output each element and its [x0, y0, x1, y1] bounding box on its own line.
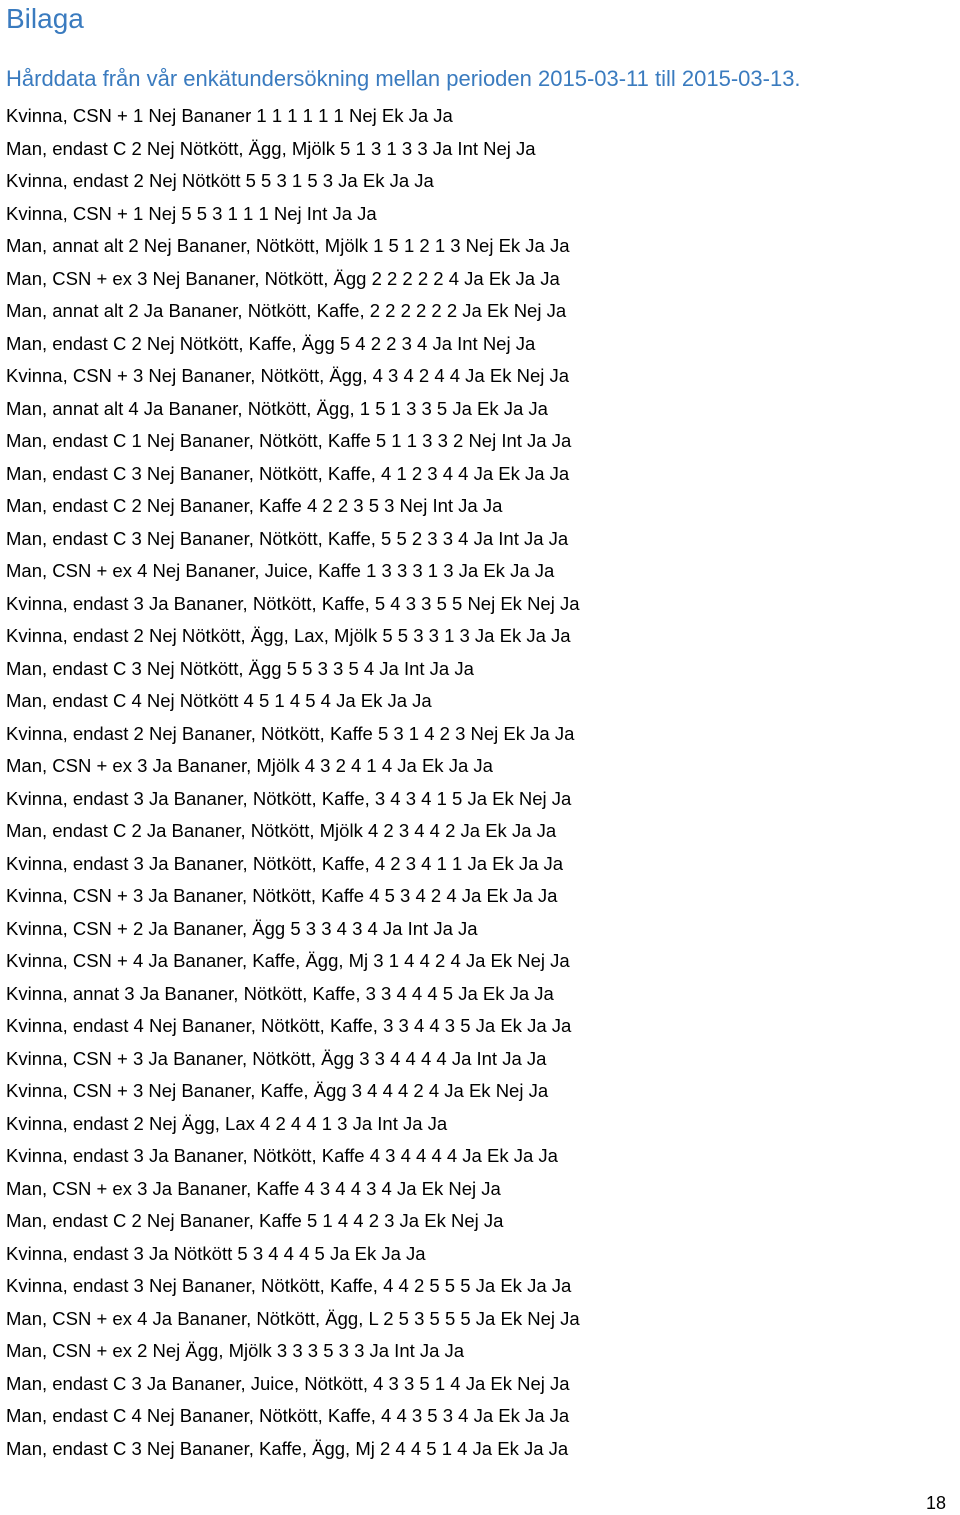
page-number: 18 — [925, 1493, 946, 1513]
data-row: Kvinna, endast 3 Ja Nötkött 5 3 4 4 4 5 Ja Ek Ja Ja — [6, 1242, 426, 1264]
data-row: Kvinna, endast 3 Nej Bananer, Nötkött, Kaffe, 4 4 2 5 5 5 Ja Ek Ja Ja — [6, 1275, 572, 1296]
data-row: Man, annat alt 2 Ja Bananer, Nötkött, Kaffe, 2 2 2 2 2 2 Ja Ek Nej Ja — [6, 300, 567, 321]
data-row: Man, endast C 2 Nej Bananer, Kaffe 5 1 4 4 2 3 Ja Ek Nej Ja — [6, 1210, 504, 1231]
data-row: Kvinna, endast 4 Nej Bananer, Nötkött, Kaffe, 3 3 4 4 3 5 Ja Ek Ja Ja — [6, 1015, 572, 1036]
data-row: Kvinna, endast 2 Nej Bananer, Nötkött, Kaffe 5 3 1 4 2 3 Nej Ek Ja Ja — [6, 722, 575, 744]
data-row: Man, endast C 2 Nej Bananer, Kaffe 4 2 2 3 5 3 Nej Int Ja Ja — [6, 495, 503, 516]
data-row: Kvinna, endast 3 Ja Bananer, Nötkött, Kaffe 4 3 4 4 4 4 Ja Ek Ja Ja — [6, 1145, 558, 1166]
data-row: Kvinna, endast 2 Nej Ägg, Lax 4 2 4 4 1 3 Ja Int Ja Ja — [6, 1112, 448, 1134]
data-row: Man, annat alt 2 Nej Bananer, Nötkött, Mjölk 1 5 1 2 1 3 Nej Ek Ja Ja — [6, 235, 570, 256]
data-row: Man, annat alt 4 Ja Bananer, Nötkött, Ägg, 1 5 1 3 3 5 Ja Ek Ja Ja — [6, 397, 548, 419]
data-row: Man, endast C 3 Nej Bananer, Nötkött, Kaffe, 4 1 2 3 4 4 Ja Ek Ja Ja — [6, 462, 570, 484]
data-row: Man, endast C 3 Nej Bananer, Nötkött, Kaffe, 5 5 2 3 3 4 Ja Int Ja Ja — [6, 527, 569, 549]
data-row: Man, endast C 3 Ja Bananer, Juice, Nötkött, 4 3 3 5 1 4 Ja Ek Nej Ja — [6, 1372, 570, 1394]
data-row: Kvinna, CSN + 3 Ja Bananer, Nötkött, Ägg 3 3 4 4 4 4 Ja Int Ja Ja — [6, 1047, 547, 1069]
data-row: Kvinna, CSN + 2 Ja Bananer, Ägg 5 3 3 4 3 4 Ja Int Ja Ja — [6, 917, 478, 939]
data-row: Man, CSN + ex 4 Nej Bananer, Juice, Kaffe 1 3 3 3 1 3 Ja Ek Ja Ja — [6, 560, 555, 581]
data-row: Man, CSN + ex 4 Ja Bananer, Nötkött, Ägg, L 2 5 3 5 5 5 Ja Ek Nej Ja — [6, 1307, 580, 1329]
data-row: Man, endast C 3 Nej Bananer, Kaffe, Ägg, Mj 2 4 4 5 1 4 Ja Ek Ja Ja — [6, 1437, 569, 1459]
data-row: Kvinna, CSN + 3 Nej Bananer, Nötkött, Ägg, 4 3 4 2 4 4 Ja Ek Nej Ja — [6, 365, 570, 386]
data-row: Man, endast C 3 Nej Nötkött, Ägg 5 5 3 3 5 4 Ja Int Ja Ja — [6, 657, 474, 679]
page-title: Bilaga — [6, 3, 84, 34]
data-row: Man, endast C 4 Nej Nötkött 4 5 1 4 5 4 Ja Ek Ja Ja — [6, 690, 432, 711]
data-row: Kvinna, endast 3 Ja Bananer, Nötkött, Kaffe, 3 4 3 4 1 5 Ja Ek Nej Ja — [6, 787, 572, 809]
data-row: Kvinna, CSN + 4 Ja Bananer, Kaffe, Ägg, Mj 3 1 4 4 2 4 Ja Ek Nej Ja — [6, 950, 570, 971]
data-row: Kvinna, CSN + 1 Nej Bananer 1 1 1 1 1 1 Nej Ek Ja Ja — [6, 105, 453, 126]
data-row: Man, endast C 2 Nej Nötkött, Kaffe, Ägg 5 4 2 2 3 4 Ja Int Nej Ja — [6, 332, 536, 354]
data-row: Man, endast C 1 Nej Bananer, Nötkött, Kaffe 5 1 1 3 3 2 Nej Int Ja Ja — [6, 430, 572, 451]
data-row: Man, endast C 4 Nej Bananer, Nötkött, Kaffe, 4 4 3 5 3 4 Ja Ek Ja Ja — [6, 1405, 570, 1426]
data-row: Kvinna, endast 3 Ja Bananer, Nötkött, Kaffe, 4 2 3 4 1 1 Ja Ek Ja Ja — [6, 852, 564, 874]
data-row: Kvinna, CSN + 3 Nej Bananer, Kaffe, Ägg 3 4 4 4 2 4 Ja Ek Nej Ja — [6, 1080, 549, 1101]
data-row: Man, CSN + ex 3 Ja Bananer, Kaffe 4 3 4 4 3 4 Ja Ek Nej Ja — [6, 1177, 501, 1199]
data-row: Kvinna, endast 3 Ja Bananer, Nötkött, Kaffe, 5 4 3 3 5 5 Nej Ek Nej Ja — [6, 592, 580, 614]
section-subheading: Hårddata från vår enkätundersökning mellan perioden 2015-03-11 till 2015-03-13. — [6, 66, 801, 91]
data-row: Man, endast C 2 Ja Bananer, Nötkött, Mjölk 4 2 3 4 4 2 Ja Ek Ja Ja — [6, 820, 557, 841]
data-row: Man, CSN + ex 3 Ja Bananer, Mjölk 4 3 2 4 1 4 Ja Ek Ja Ja — [6, 755, 493, 776]
data-row: Man, endast C 2 Nej Nötkött, Ägg, Mjölk 5 1 3 1 3 3 Ja Int Nej Ja — [6, 137, 536, 159]
data-row: Kvinna, CSN + 1 Nej 5 5 3 1 1 1 Nej Int Ja Ja — [6, 202, 377, 224]
data-row: Kvinna, endast 2 Nej Nötkött, Ägg, Lax, Mjölk 5 5 3 3 1 3 Ja Ek Ja Ja — [6, 625, 571, 646]
data-row: Kvinna, endast 2 Nej Nötkött 5 5 3 1 5 3 Ja Ek Ja Ja — [6, 170, 434, 191]
data-row: Kvinna, CSN + 3 Ja Bananer, Nötkött, Kaffe 4 5 3 4 2 4 Ja Ek Ja Ja — [6, 885, 558, 906]
survey-data-list — [6, 100, 946, 1465]
data-row: Kvinna, annat 3 Ja Bananer, Nötkött, Kaffe, 3 3 4 4 4 5 Ja Ek Ja Ja — [6, 982, 554, 1004]
data-row: Man, CSN + ex 2 Nej Ägg, Mjölk 3 3 3 5 3 3 Ja Int Ja Ja — [6, 1340, 465, 1361]
data-row: Man, CSN + ex 3 Nej Bananer, Nötkött, Ägg 2 2 2 2 2 4 Ja Ek Ja Ja — [6, 267, 560, 289]
